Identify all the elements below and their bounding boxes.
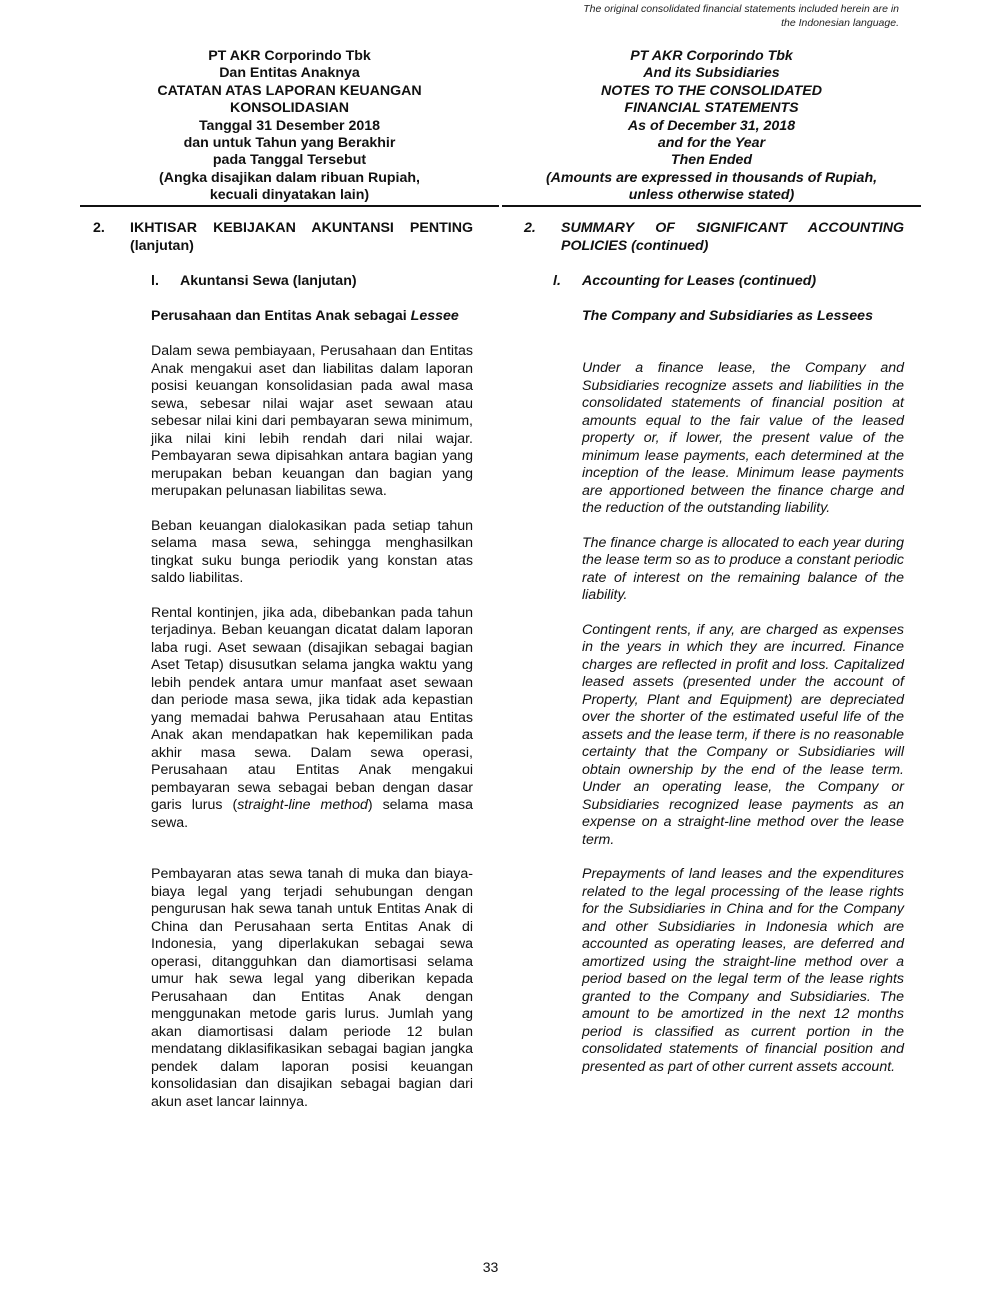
page-number-text: 33 [482, 1259, 499, 1275]
subheading [151, 308, 473, 326]
subsection-title: Accounting for Leases (continued) [582, 273, 817, 289]
paragraph: The finance charge is allocated to each year during the lease term so as to produce a constant periodic rate of interest on the remaining balance of the liability. [582, 534, 904, 603]
paragraph: Dalam sewa pembiayaan, Perusahaan dan Entitas Anak mengakui aset dan liabilitas dalam laporan posisi keuangan konsolidasian pada awal masa sewa, sebesar nilai wajar aset sewaan atau sebesar nilai kini dari pembayaran sewa minimum, jika nilai kini lebih rendah dari nilai wajar. Pembayaran sewa dipisahkan antara bagian yang merupakan beban keuangan dan bagian yang merupakan pelunasan liabilitas sewa. [151, 343, 473, 499]
header-line: And its Subsidiaries [643, 65, 780, 82]
paragraph: Beban keuangan dialokasikan pada setiap tahun selama masa sewa, sehingga menghasilkan tingkat suku bunga periodik yang konstan atas saldo liabilitas. [151, 517, 473, 586]
header-line: Then Ended [670, 152, 753, 169]
section-title: IKHTISAR KEBIJAKAN AKUNTANSI PENTING (lanjutan) [130, 220, 473, 254]
header-line: NOTES TO THE CONSOLIDATED [601, 82, 822, 99]
header-line: Tanggal 31 Desember 2018 [198, 117, 381, 134]
header-line: dan untuk Tahun yang Berakhir [183, 135, 396, 152]
subsection-number: l. [151, 273, 159, 289]
company-name: PT AKR Corporindo Tbk [208, 48, 371, 64]
paragraph: Pembayaran atas sewa tanah di muka dan biaya-biaya legal yang terjadi sehubungan dengan pengurusan hak sewa tanah untuk Entitas Anak di China dan Perusahaan serta Entitas Anak di Indonesia, yang diperlakukan sebagai sewa operasi, ditangguhkan dan diamortisasi selama umur hak sewa legal yang diberikan kepada Perusahaan dan Entitas Anak dengan menggunakan metode garis lurus. Jumlah yang akan diamortisasi dalam periode 12 bulan mendatang diklasifikasikan sebagai bagian jangka pendek dalam laporan posisi keuangan konsolidasian dan disajikan sebagai bagian dari akun aset lancar lainnya. [151, 866, 473, 1110]
paragraph: Contingent rents, if any, are charged as expenses in the years in which they are incurred. Finance charges are reflected in profit and loss. Capitalized leased assets (presented under the account of Property, Plant and Equipment) are depreciated over the shorter of the estimated useful life of the assets and the lease term, if there is no reasonable certainty that the Company or Subsidiaries will obtain ownership by the end of the lease term. Under an operating lease, the Company or Subsidiaries recognized lease payments as an expense on a straight-line method over the lease term. [582, 621, 904, 848]
translation-note-line: The original consolidated financial statements included herein are in [583, 3, 899, 15]
header-line: FINANCIAL STATEMENTS [624, 100, 799, 117]
subheading: The Company and Subsidiaries as Lessees [582, 307, 873, 324]
header-indonesian [93, 48, 486, 205]
page-number [0, 1259, 1005, 1275]
subsection-heading [151, 273, 473, 291]
paragraph: Prepayments of land leases and the expenditures related to the legal processing of the lease rights for the Subsidiaries in China and for the Company and other Subsidiaries in Indonesia which are accounted as operating leases, are deferred and amortized using the straight-line method over a period based on the legal term of the lease rights granted to the Company and Subsidiaries. The amount to be amortized in the next 12 months period is classified as current portion in the consolidated statements of financial position and presented as part of other current assets account. [582, 866, 904, 1075]
header-line: unless otherwise stated) [628, 187, 795, 204]
paragraph: Under a finance lease, the Company and Subsidiaries recognize assets and liabilities in the consolidated statements of financial position at amounts equal to the fair value of the leased property or, if lower, the present value of the minimum lease payments, each determined at the inception of the lease. Minimum lease payments are apportioned between the finance charge and the reduction of the outstanding liability. [582, 360, 904, 516]
subheading-italic: Lessee [410, 307, 459, 324]
section-number: 2. [93, 220, 105, 236]
header-line: pada Tanggal Tersebut [212, 152, 367, 169]
header-rule [80, 205, 499, 207]
header-line: KONSOLIDASIAN [229, 100, 350, 117]
header-english [515, 48, 908, 205]
header-line: As of December 31, 2018 [627, 117, 796, 134]
company-name: PT AKR Corporindo Tbk [630, 48, 793, 64]
header-line: CATATAN ATAS LAPORAN KEUANGAN [157, 82, 422, 99]
header-rule [502, 205, 921, 207]
column-indonesian [93, 220, 473, 1111]
section-number: 2. [524, 220, 536, 236]
translation-note-line: the Indonesian language. [781, 16, 899, 29]
paragraph-text: Rental kontinjen, jika ada, dibebankan pada tahun terjadinya. Beban keuangan dicatat dalam laporan laba rugi. Aset sewaan (disajikan sebagai bagian Aset Tetap) disusutkan selama jangka waktu yang lebih pendek antara umur manfaat aset sewaan dan periode masa sewa, jika tidak ada kepastian yang memadai bahwa Perusahaan atau Entitas Anak akan mendapatkan hak kepemilikan pada akhir masa sewa. Dalam sewa operasi, Perusahaan atau Entitas Anak mengakui pembayaran sewa sebagai beban dengan dasar garis lurus ( [151, 604, 473, 813]
section-heading [524, 220, 904, 255]
header-line: Dan Entitas Anaknya [219, 65, 360, 82]
header-line: kecuali dinyatakan lain) [209, 187, 370, 204]
subsection-title: Akuntansi Sewa (lanjutan) [180, 273, 357, 289]
column-english [524, 220, 904, 1076]
header-line: (Amounts are expressed in thousands of Rupiah, [545, 169, 878, 186]
section-title: SUMMARY OF SIGNIFICANT ACCOUNTING POLICIES (continued) [561, 220, 904, 254]
subheading-text: Perusahaan dan Entitas Anak sebagai [151, 307, 411, 324]
header-line: and for the Year [657, 135, 766, 152]
translation-note [479, 3, 899, 30]
header-line: (Angka disajikan dalam ribuan Rupiah, [159, 169, 420, 186]
subsection-heading [553, 273, 904, 291]
paragraph [151, 605, 473, 833]
paragraph-italic: straight-line method [237, 797, 368, 813]
section-heading [93, 220, 473, 255]
subsection-number: l. [553, 273, 561, 289]
paragraph-text: ) selama masa sewa. [151, 797, 473, 831]
